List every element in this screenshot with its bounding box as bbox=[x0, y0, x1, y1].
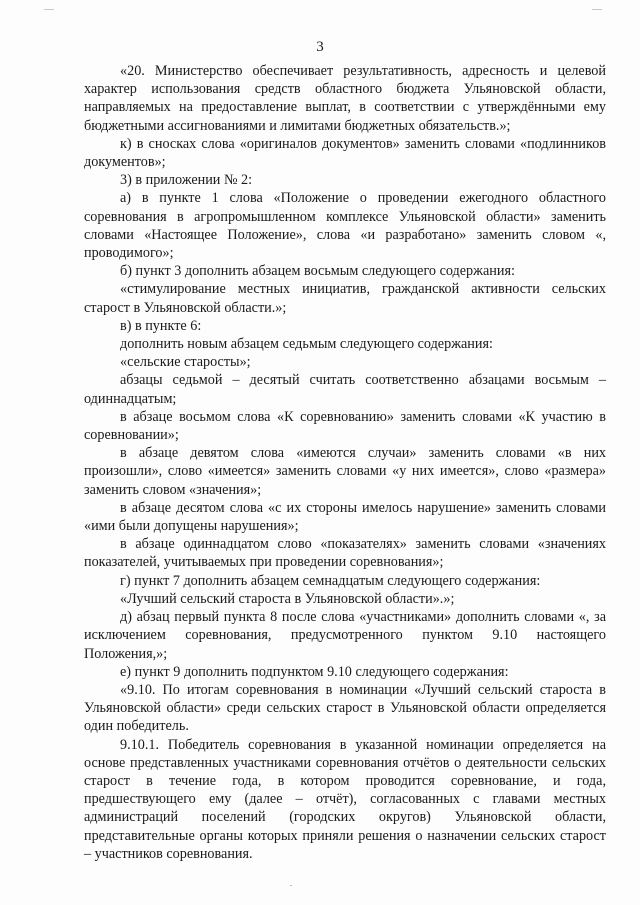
scan-edge-mark bbox=[592, 9, 602, 10]
paragraph: «9.10. По итогам соревнования в номинации «Лучший сельский староста в Ульяновской области» среди сельских старост в Ульяновской области определяется один победитель. bbox=[84, 681, 606, 735]
paragraph: «Лучший сельский староста в Ульяновской области».»; bbox=[120, 590, 455, 607]
paragraph: в) в пункте 6: bbox=[120, 317, 202, 334]
paragraph: абзацы седьмой – десятый считать соответственно абзацами восьмым – одиннадцатым; bbox=[84, 372, 606, 407]
paragraph: г) пункт 7 дополнить абзацем семнадцатым следующего содержания: bbox=[120, 572, 541, 589]
paragraph: «сельские старосты»; bbox=[120, 354, 251, 371]
paragraph: 3) в приложении № 2: bbox=[120, 172, 253, 189]
paragraph: в абзаце восьмом слова «К соревнованию» заменить словами «К участию в соревновании»; bbox=[84, 408, 606, 444]
paragraph: в абзаце десятом слова «с их стороны имелось нарушение» заменить словами «ими были допущены нарушения»; bbox=[84, 499, 606, 535]
scan-edge-mark bbox=[44, 9, 54, 10]
page-number: 3 bbox=[316, 39, 324, 55]
paragraph: 9.10.1. Победитель соревнования в указанной номинации определяется на основе представленных участниками соревнования отчётов о деятельности сельских старост в течение года, в котором проводится соревнование, и года, предшествующего ему (далее – отчёт), согласованных с главами местных администраций поселений (городских округов) Ульяновской области, представительные органы которых приняли решения о назначении сельских старост – участников соревнования. bbox=[84, 736, 606, 862]
paragraph: б) пункт 3 дополнить абзацем восьмым следующего содержания: bbox=[120, 263, 515, 280]
paragraph: дополнить новым абзацем седьмым следующего содержания: bbox=[120, 336, 493, 353]
paragraph: а) в пункте 1 слова «Положение о проведении ежегодного областного соревнования в агропромышленном комплексе Ульяновской области» заменить словами «Настоящее Положение», слова «и разработано» заменить словом «, проводимого»; bbox=[84, 190, 606, 262]
paragraph: в абзаце одиннадцатом слово «показателях» заменить словами «значениях показателей, учитываемых при проведении соревнования»; bbox=[84, 536, 606, 571]
scan-speck bbox=[290, 885, 292, 886]
paragraph: «стимулирование местных инициатив, гражданской активности сельских старост в Ульяновской области.»; bbox=[84, 281, 606, 316]
paragraph: к) в сносках слова «оригиналов документов» заменить словами «подлинников документов»; bbox=[84, 135, 606, 171]
document-body bbox=[84, 62, 606, 863]
paragraph: д) абзац первый пункта 8 после слова «участниками» дополнить словами «, за исключением соревнования, предусмотренного пунктом 9.10 настоящего Положения,»; bbox=[84, 609, 606, 662]
paragraph: «20. Министерство обеспечивает результативность, адресность и целевой характер использования средств областного бюджета Ульяновской области, направляемых на предоставление выплат, в соответствии с утверждёнными ему бюджетными ассигнованиями и лимитами бюджетных обязательств.»; bbox=[84, 63, 606, 134]
paragraph: в абзаце девятом слова «имеются случаи» заменить словами «в них произошли», слово «имеется» заменить словами «у них имеется», слово «размера» заменить словом «значения»; bbox=[84, 445, 606, 498]
paragraph: е) пункт 9 дополнить подпунктом 9.10 следующего содержания: bbox=[120, 663, 509, 680]
